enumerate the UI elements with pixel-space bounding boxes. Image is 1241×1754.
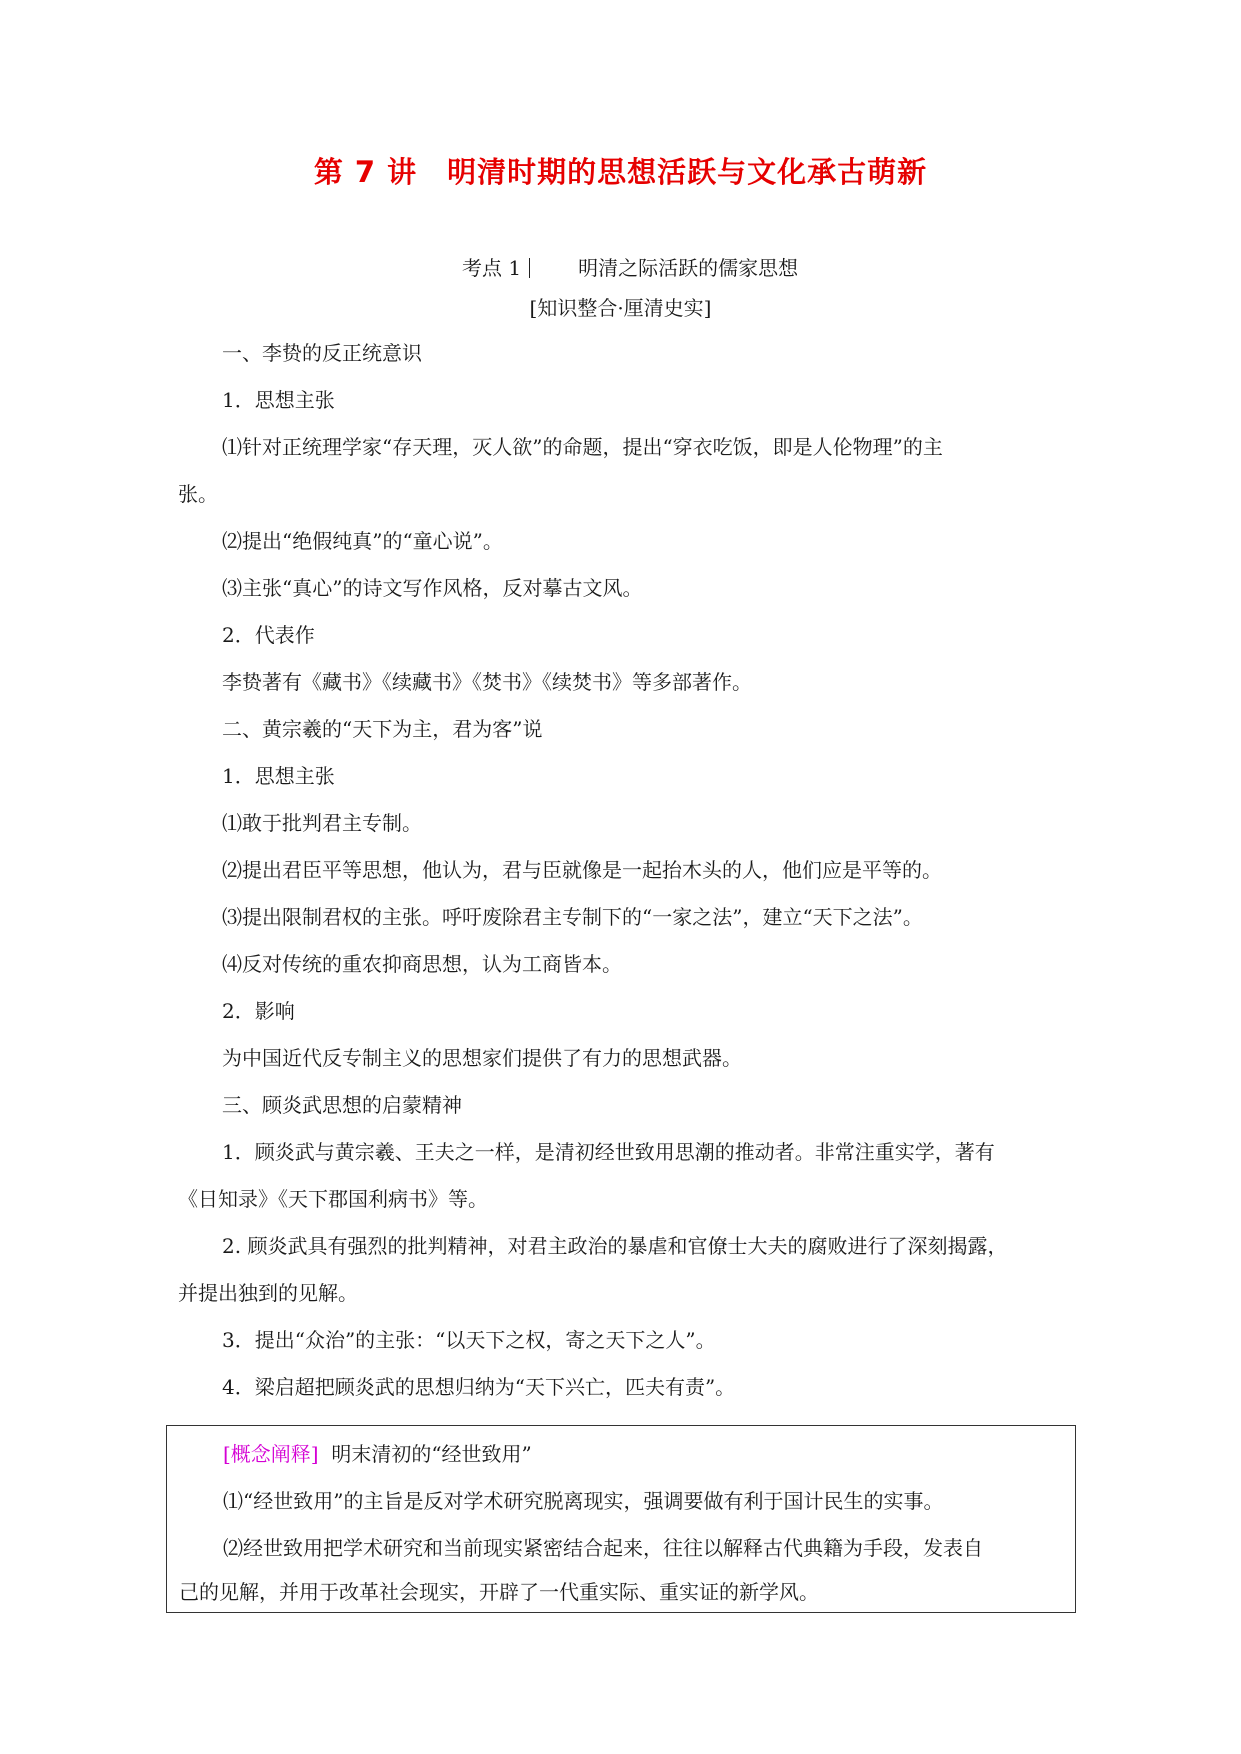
s2-para-1: ⑴敢于批判君主专制。 <box>222 811 422 835</box>
section-3-heading: 三、顾炎武思想的启蒙精神 <box>222 1093 462 1117</box>
s2-para-4: ⑷反对传统的重农抑商思想，认为工商皆本。 <box>222 952 622 976</box>
s2-sub-2: 2．影响 <box>222 999 295 1023</box>
s2-sub-1: 1．思想主张 <box>222 764 335 788</box>
kaodian-label: 考点 1 <box>462 256 522 280</box>
s1-sub-1: 1．思想主张 <box>222 388 335 412</box>
concept-para-2a: ⑵经世致用把学术研究和当前现实紧密结合起来，往往以解释古代典籍为手段，发表自 <box>223 1536 983 1560</box>
s3-para-2b: 并提出独到的见解。 <box>178 1281 358 1305</box>
kaodian-divider <box>529 258 530 278</box>
s2-para-2: ⑵提出君臣平等思想，他认为，君与臣就像是一起抬木头的人，他们应是平等的。 <box>222 858 942 882</box>
s1-sub-2: 2．代表作 <box>222 623 315 647</box>
concept-heading: 明末清初的“经世致用” <box>331 1442 532 1466</box>
s2-para-3: ⑶提出限制君权的主张。呼吁废除君主专制下的“一家之法”，建立“天下之法”。 <box>222 905 923 929</box>
concept-para-2b: 己的见解，并用于改革社会现实，开辟了一代重实际、重实证的新学风。 <box>179 1580 819 1604</box>
s1-para-1a: ⑴针对正统理学家“存天理，灭人欲”的命题，提出“穿衣吃饭，即是人伦物理”的主 <box>222 435 943 459</box>
s3-para-3: 3．提出“众治”的主张：“以天下之权，寄之天下之人”。 <box>222 1328 716 1352</box>
section-subheader: [知识整合·厘清史实] <box>529 296 712 320</box>
page-title: 第 7 讲 明清时期的思想活跃与文化承古萌新 <box>313 155 928 189</box>
s1-para-1b: 张。 <box>178 482 218 506</box>
s2-influence: 为中国近代反专制主义的思想家们提供了有力的思想武器。 <box>222 1046 742 1070</box>
concept-tag: [概念阐释] <box>223 1442 319 1466</box>
concept-para-1: ⑴“经世致用”的主旨是反对学术研究脱离现实，强调要做有利于国计民生的实事。 <box>223 1489 944 1513</box>
kaodian-header <box>462 252 798 281</box>
section-2-heading: 二、黄宗羲的“天下为主，君为客”说 <box>222 717 543 741</box>
section-1-heading: 一、李贽的反正统意识 <box>222 341 422 365</box>
s1-para-2: ⑵提出“绝假纯真”的“童心说”。 <box>222 529 503 553</box>
concept-box <box>166 1425 1076 1613</box>
kaodian-topic: 明清之际活跃的儒家思想 <box>578 256 799 280</box>
concept-box-header <box>223 1438 532 1467</box>
s3-para-2a: 2. 顾炎武具有强烈的批判精神，对君主政治的暴虐和官僚士大夫的腐败进行了深刻揭露， <box>222 1234 1008 1258</box>
s3-para-1a: 1．顾炎武与黄宗羲、王夫之一样，是清初经世致用思潮的推动者。非常注重实学，著有 <box>222 1140 995 1164</box>
s3-para-1b: 《日知录》《天下郡国利病书》等。 <box>178 1187 488 1211</box>
s1-para-3: ⑶主张“真心”的诗文写作风格，反对摹古文风。 <box>222 576 643 600</box>
s1-works: 李贽著有《藏书》《续藏书》《焚书》《续焚书》等多部著作。 <box>222 670 752 694</box>
s3-para-4: 4．梁启超把顾炎武的思想归纳为“天下兴亡，匹夫有责”。 <box>222 1375 736 1399</box>
